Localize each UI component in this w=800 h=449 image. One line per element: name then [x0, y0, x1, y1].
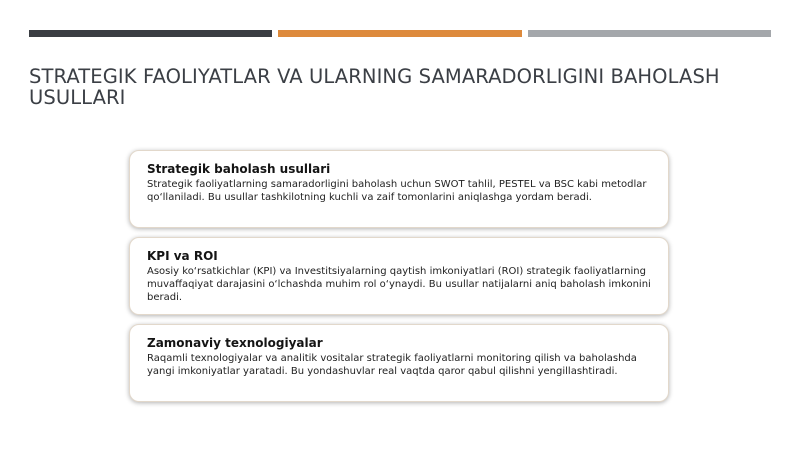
card-kpi-roi — [129, 237, 669, 315]
card-strategic-evaluation — [129, 150, 669, 228]
top-bar-gray — [528, 30, 771, 37]
card-body: Strategik faoliyatlarning samaradorligini baholash uchun SWOT tahlil, PESTEL va BSC kabi metodlar qo‘llaniladi. Bu usullar tashkilotning kuchli va zaif tomonlarini aniqlashga yordam beradi. — [147, 179, 647, 203]
card-heading: Strategik baholash usullari — [147, 162, 331, 176]
card-heading: KPI va ROI — [147, 249, 218, 263]
card-modern-technologies — [129, 324, 669, 402]
top-bar-dark — [29, 30, 272, 37]
card-body: Asosiy ko‘rsatkichlar (KPI) va Investitsiyalarning qaytish imkoniyatlari (ROI) strategik faoliyatlarning muvaffaqiyat darajasini o‘lchashda muhim rol o‘ynaydi. Bu usullar natijalarni aniq baholash imkonini beradi. — [147, 266, 651, 303]
top-bar-orange — [278, 30, 522, 37]
card-heading: Zamonaviy texnologiyalar — [147, 336, 323, 350]
slide-title: STRATEGIK FAOLIYATLAR VA ULARNING SAMARADORLIGINI BAHOLASH USULLARI — [29, 65, 720, 109]
card-body: Raqamli texnologiyalar va analitik vositalar strategik faoliyatlarni monitoring qilish va baholashda yangi imkoniyatlar yaratadi. Bu yondashuvlar real vaqtda qaror qabul qilishni yengillashtiradi. — [147, 353, 637, 377]
